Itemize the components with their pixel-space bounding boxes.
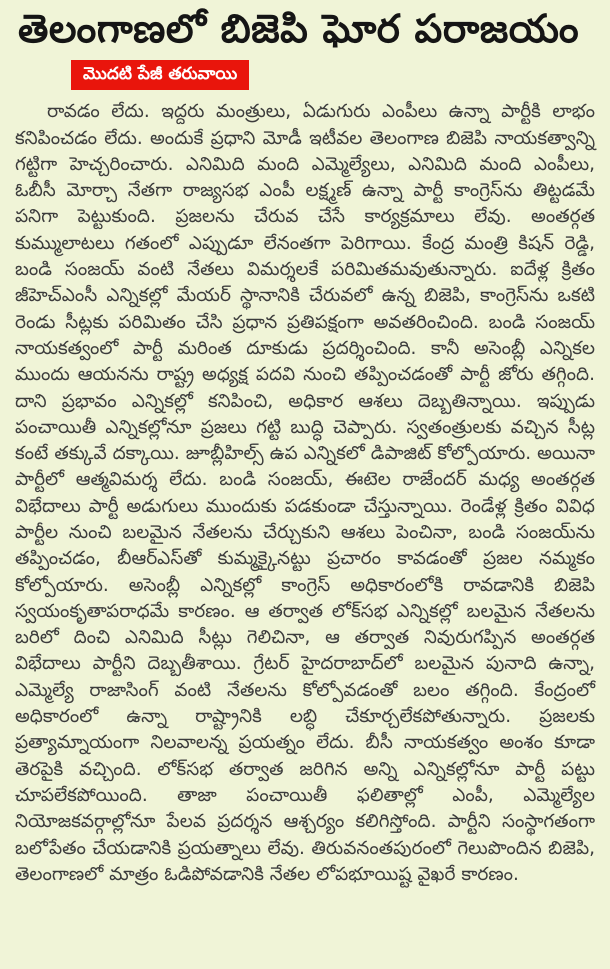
article-headline: తెలంగాణలో బిజెపి ఘోర పరాజయం: [18, 7, 580, 52]
article-body: రావడం లేదు. ఇద్దరు మంత్రులు, ఏడుగురు ఎంపీలు ఉన్నా పార్టీకి లాభం కనిపించడం లేదు. అందుకే ప్రధాని మోడీ ఇటీవల తెలంగాణ బిజెపి నాయకత్వాన్ని గట్టిగా హెచ్చరించారు. ఎనిమిది మంది ఎమ్మెల్యేలు, ఎనిమిది మంది ఎంపీలు, ఓబీసీ మోర్చా నేతగా రాజ్యసభ ఎంపీ లక్ష్మణ్ ఉన్నా పార్టీ కాంగ్రెస్‌ను తిట్టడమే పనిగా పెట్టుకుంది. ప్రజలను చేరువ చేసే కార్యక్రమాలు లేవు. అంతర్గత కుమ్ములాటలు గతంలో ఎప్పుడూ లేనంతగా పెరిగాయి. కేంద్ర మంత్రి కిషన్ రెడ్డి, బండి సంజయ్ వంటి నేతలు విమర్శలకే పరిమితమవుతున్నారు. ఐదేళ్ల క్రితం జీహెచ్ఎంసీ ఎన్నికల్లో మేయర్ స్థానానికి చేరువలో ఉన్న బిజెపి, కాంగ్రెస్‌ను ఒకటి రెండు సీట్లకు పరిమితం చేసి ప్రధాన ప్రతిపక్షంగా అవతరించింది. బండి సంజయ్ నాయకత్వంలో పార్టీ మరింత దూకుడు ప్రదర్శించింది. కానీ అసెంబ్లీ ఎన్నికల ముందు ఆయనను రాష్ట్ర అధ్యక్ష పదవి నుంచి తప్పించడంతో పార్టీ జోరు తగ్గింది. దాని ప్రభావం ఎన్నికల్లో కనిపించి, అధికార ఆశలు దెబ్బతిన్నాయి. ఇప్పుడు పంచాయితీ ఎన్నికల్లోనూ ప్రజలు గట్టి బుద్ధి చెప్పారు. స్వతంత్రులకు వచ్చిన సీట్ల కంటే తక్కువే దక్కాయి. జూబ్లీహిల్స్ ఉప ఎన్నికలో డిపాజిట్ కోల్పోయారు. అయినా పార్టీలో ఆత్మవిమర్శ లేదు. బండి సంజయ్, ఈటెల రాజేందర్ మధ్య అంతర్గత విభేదాలు పార్టీ అడుగులు ముందుకు పడకుండా చేస్తున్నాయి. రెండేళ్ల క్రితం వివిధ పార్టీల నుంచి బలమైన నేతలను చేర్చుకుని ఆశలు పెంచినా, బండి సంజయ్‌ను తప్పించడం, బీఆర్ఎస్‌తో కుమ్మక్కైనట్టు ప్రచారం కావడంతో ప్రజల నమ్మకం కోల్పోయారు. అసెంబ్లీ ఎన్నికల్లో కాంగ్రెస్ అధికారంలోకి రావడానికి బిజెపి స్వయంకృతాపరాధమే కారణం. ఆ తర్వాత లోక్‌సభ ఎన్నికల్లో బలమైన నేతలను బరిలో దించి ఎనిమిది సీట్లు గెలిచినా, ఆ తర్వాత నివురుగప్పిన అంతర్గత విభేదాలు పార్టీని దెబ్బతీశాయి. గ్రేటర్ హైదరాబాద్‌లో బలమైన పునాది ఉన్నా, ఎమ్మెల్యే రాజాసింగ్ వంటి నేతలను కోల్పోవడంతో బలం తగ్గింది. కేంద్రంలో అధికారంలో ఉన్నా రాష్ట్రానికి లబ్ధి చేకూర్చలేకపోతున్నారు. ప్రజలకు ప్రత్యామ్నాయంగా నిలవాలన్న ప్రయత్నం లేదు. బీసీ నాయకత్వం అంశం కూడా తెరపైకి వచ్చింది. లోక్‌సభ తర్వాత జరిగిన అన్ని ఎన్నికల్లోనూ పార్టీ పట్టు చూపలేకపోయింది. తాజా పంచాయితీ ఫలితాల్లో ఎంపీ, ఎమ్మెల్యేల నియోజకవర్గాల్లోనూ పేలవ ప్రదర్శన ఆశ్చర్యం కలిగిస్తోంది. పార్టీని సంస్థాగతంగా బలోపేతం చేయడానికి ప్రయత్నాలు లేవు. తిరువనంతపురంలో గెలుపొందిన బిజెపి, తెలంగాణలో మాత్రం ఓడిపోవడానికి నేతల లోపభూయిష్ట వైఖరే కారణం.: [15, 101, 595, 885]
continuation-badge: మొదటి పేజీ తరువాయి: [71, 60, 249, 90]
